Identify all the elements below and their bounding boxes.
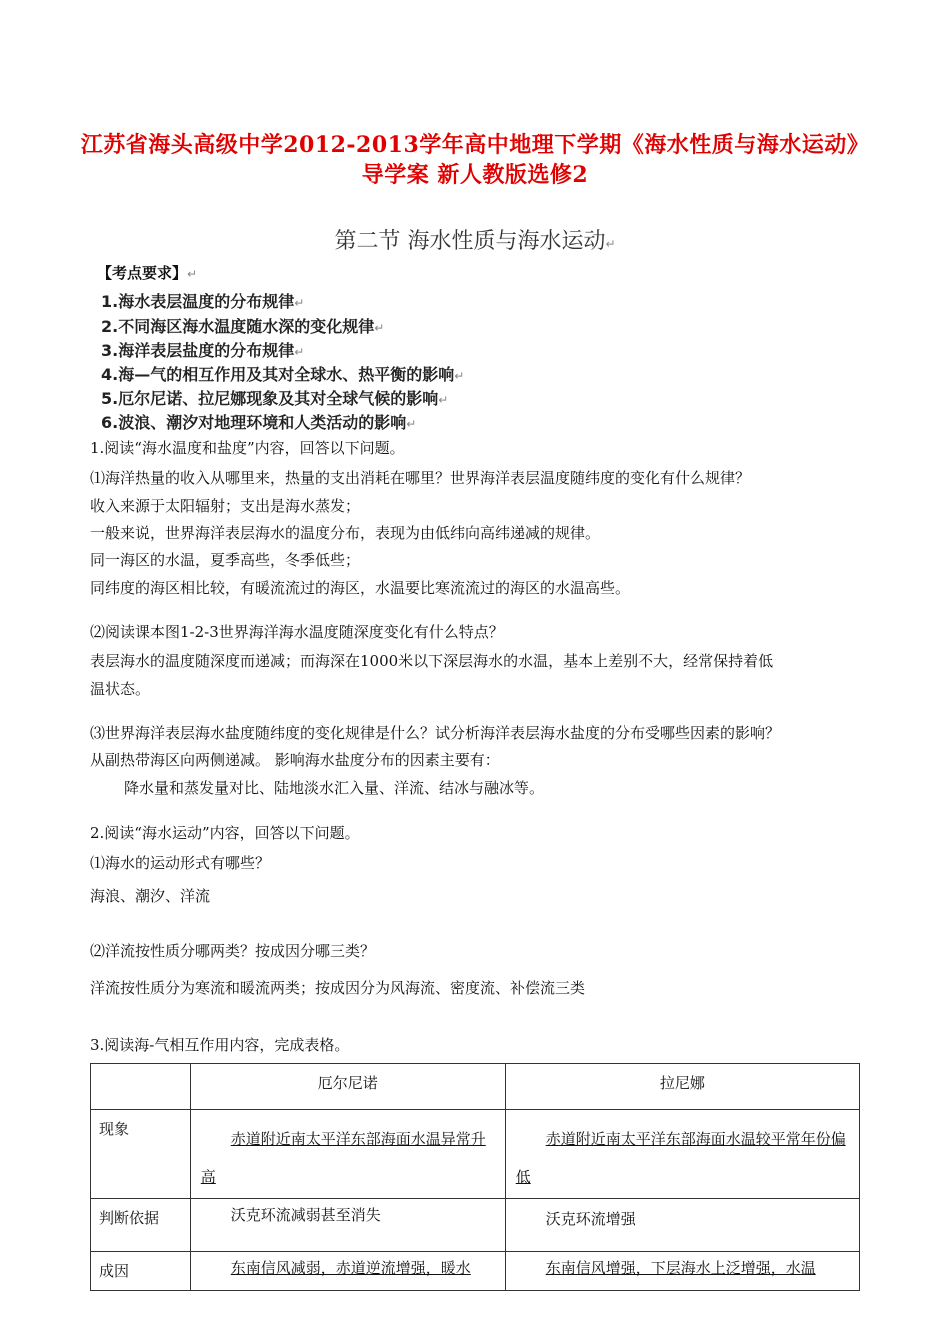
requirement-item: 2.不同海区海水温度随水深的变化规律↵	[101, 317, 385, 336]
table-header-cell: 厄尔尼诺	[190, 1064, 505, 1110]
requirement-item: 5.厄尔尼诺、拉尼娜现象及其对全球气候的影响↵	[101, 389, 449, 408]
table-cell: 沃克环流增强	[505, 1199, 859, 1252]
requirements-heading: 【考点要求】↵	[97, 264, 198, 282]
requirement-item: 1.海水表层温度的分布规律↵	[101, 292, 305, 311]
answer-line: 洋流按性质分为寒流和暖流两类；按成因分为风海流、密度流、补偿流三类	[90, 979, 586, 997]
table-row-label: 现象	[91, 1110, 191, 1199]
question-1-3: ⑶世界海洋表层海水盐度随纬度的变化规律是什么？试分析海洋表层海水盐度的分布受哪些因素的影响？	[90, 724, 781, 742]
requirement-item: 3.海洋表层盐度的分布规律↵	[101, 341, 305, 360]
section-title: 第二节 海水性质与海水运动↵	[334, 229, 616, 254]
answer-line: 同一海区的水温，夏季高些，冬季低些；	[90, 551, 361, 569]
requirement-item: 4.海—气的相互作用及其对全球水、热平衡的影响↵	[101, 365, 465, 384]
table-row-label: 成因	[91, 1252, 191, 1291]
question-2: 2.阅读“海水运动”内容，回答以下问题。	[90, 824, 360, 842]
answer-line: 收入来源于太阳辐射；支出是海水蒸发；	[90, 497, 361, 515]
table-cell: 东南信风减弱，赤道逆流增强，暖水	[190, 1252, 505, 1291]
document-title-line2: 导学案 新人教版选修2	[361, 162, 589, 188]
answer-line: 降水量和蒸发量对比、陆地淡水汇入量、洋流、结冰与融冰等。	[124, 779, 545, 797]
table-cell: 东南信风增强，下层海水上泛增强，水温	[505, 1252, 859, 1291]
question-3: 3.阅读海-气相互作用内容，完成表格。	[90, 1036, 350, 1054]
comparison-table	[90, 1063, 860, 1291]
table-row	[91, 1252, 860, 1291]
answer-line: 海浪、潮汐、洋流	[90, 887, 211, 905]
question-1-2: ⑵阅读课本图1-2-3世界海洋海水温度随深度变化有什么特点？	[90, 623, 504, 641]
requirement-item: 6.波浪、潮汐对地理环境和人类活动的影响↵	[101, 413, 417, 432]
table-header-cell	[91, 1064, 191, 1110]
table-header-cell: 拉尼娜	[505, 1064, 859, 1110]
answer-line: 温状态。	[90, 680, 151, 698]
answer-line: 同纬度的海区相比较，有暖流流过的海区，水温要比寒流流过的海区的水温高些。	[90, 579, 631, 597]
question-1-1: ⑴海洋热量的收入从哪里来，热量的支出消耗在哪里？世界海洋表层温度随纬度的变化有什么规律？	[90, 469, 751, 487]
table-row	[91, 1110, 860, 1199]
table-row-label: 判断依据	[91, 1199, 191, 1252]
table-cell: 赤道附近南太平洋东部海面水温异常升高	[190, 1110, 505, 1199]
table-header-row	[91, 1064, 860, 1110]
answer-line: 从副热带海区向两侧递减。 影响海水盐度分布的因素主要有：	[90, 751, 500, 769]
table-cell: 沃克环流减弱甚至消失	[190, 1199, 505, 1252]
answer-line: 表层海水的温度随深度而递减；而海深在1000米以下深层海水的水温，基本上差别不大，经常保持着低	[90, 652, 774, 670]
table-cell: 赤道附近南太平洋东部海面水温较平常年份偏低	[505, 1110, 859, 1199]
question-1: 1.阅读“海水温度和盐度”内容，回答以下问题。	[90, 439, 405, 457]
question-2-1: ⑴海水的运动形式有哪些？	[90, 854, 271, 872]
answer-line: 一般来说，世界海洋表层海水的温度分布，表现为由低纬向高纬递减的规律。	[90, 524, 601, 542]
table-row	[91, 1199, 860, 1252]
question-2-2: ⑵洋流按性质分哪两类？按成因分哪三类？	[90, 942, 376, 960]
document-title-line1: 江苏省海头高级中学2012-2013学年高中地理下学期《海水性质与海水运动》	[80, 132, 870, 158]
